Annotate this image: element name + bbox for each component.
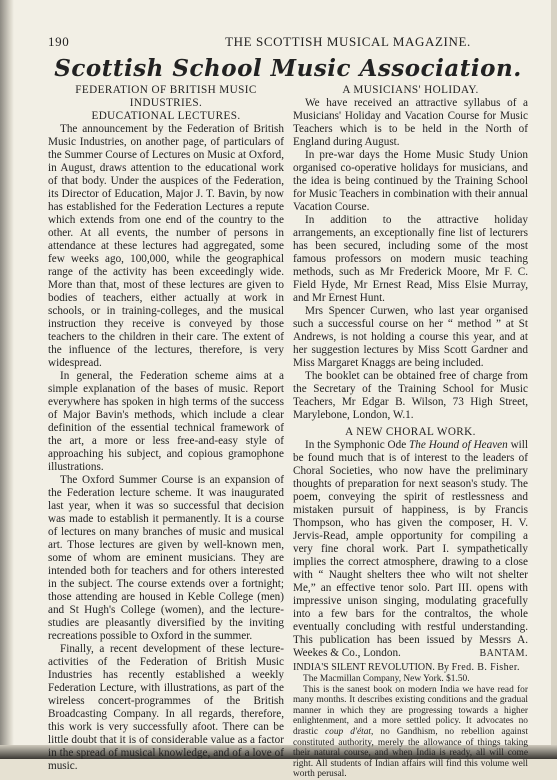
left-column xyxy=(48,84,284,773)
paragraph xyxy=(293,439,528,660)
paragraph: In pre-war days the Home Music Study Union organised co-operative holidays for musicians, and the idea is being continued by the Training School for Music Teachers in combination with their annual Vacation Course. xyxy=(293,149,528,213)
paragraph: Mrs Spencer Curwen, who last year organised such a successful course on her “ method ” at St Andrews, is not holding a course this year, and at her suggestion lectures by Miss Scott Gardner and Miss Margaret Knaggs are being included. xyxy=(293,305,528,369)
review-body xyxy=(293,685,528,780)
text-run: In the Symphonic Ode xyxy=(305,439,410,451)
paragraph: The Oxford Summer Course is an expansion of the Federation lecture scheme. It was inaugurated last year, when it was so successful that decision was made to establish it permanently. It is a course of lectures on many branches of music and musical art. Those lectures are given by well-known men, some of whom are eminent musicians. They are intended both for teachers and for others interested in the subject. The course extends over a fortnight; those attending are housed in Keble College (men) and St Hugh's College (women), and the lecture-studies are pleasantly diversified by the inviting recreations possible to Oxford in the summer. xyxy=(48,474,284,642)
right-column xyxy=(293,84,528,780)
choral-heading: A NEW CHORAL WORK. xyxy=(345,426,476,438)
holiday-heading: A MUSICIANS' HOLIDAY. xyxy=(342,84,479,96)
binding-shadow xyxy=(0,0,14,759)
italic-phrase: coup d'état xyxy=(325,726,372,737)
paragraph: In general, the Federation scheme aims at a simple explanation of the bases of music. Report everywhere has spoken in high terms of the success of Major Bavin's methods, which include a clear definition of the essential technical framework of the art, a more or less free-and-easy style of approaching his subject, and copious gramophone illustrations. xyxy=(48,370,284,473)
book-review xyxy=(293,662,528,780)
work-title: The Hound of Heaven xyxy=(409,439,508,451)
review-title: INDIA'S SILENT REVOLUTION. xyxy=(293,662,435,673)
review-heading xyxy=(293,662,528,674)
running-title: THE SCOTTISH MUSICAL MAGAZINE. xyxy=(225,34,471,49)
paragraph: In addition to the attractive holiday arrangements, an exceptionally fine list of lecturers has been secured, including some of the most famous professors on modern music teaching methods, such as Mr Frederick Moore, Mr F. C. Field Hyde, Mr Ernest Read, Miss Elsie Murray, and Mr Ernest Hunt. xyxy=(293,214,528,304)
paragraph: The announcement by the Federation of British Music Industries, on another page, of particulars of the Summer Course of Lectures on Music at Oxford, in August, draws attention to the educational work of that body. Under the auspices of the Federation, its Director of Education, Major J. T. Bavin, by now has established for the Federation Lectures a repute which extends from one end of the country to the other. At all events, the number of persons in attendance at these lectures had aggregated, some few weeks ago, 100,000, while the geographical range of the activity has been exceedingly wide. More than that, most of these lectures are given to bodies of teachers, either actually at work in schools, or in training-colleges, and the musical instruction they receive is conveyed by those teachers to the children in their care. The extent of the influence of the lectures, therefore, is very widespread. xyxy=(48,123,284,369)
paragraph: We have received an attractive syllabus of a Musicians' Holiday and Vacation Course for Music Teachers which is to be held in the North of England during August. xyxy=(293,97,528,148)
federation-heading: FEDERATION OF BRITISH MUSIC INDUSTRIES. xyxy=(75,84,257,109)
page-edge xyxy=(551,0,557,759)
review-author: Fred. B. Fisher. xyxy=(451,662,520,673)
text-run: , no Gandhism, no rebellion against constituted authority, merely the allowance of things taking their natural course, and when India is ready, all will come right. All students of Indian affairs will find this volume well worth perusal. xyxy=(293,726,528,780)
page-number: 190 xyxy=(48,34,70,49)
text-run: will be found much that is of interest to the leaders of Choral Societies, who now have the preliminary thoughts of preparation for next season's study. The poem, conveying the spirit of restlessness and mistaken pursuit of happiness, is by Francis Thompson, who has given the composer, H. V. Jervis-Read, ample opportunity for compiling a very fine choral work. Part I. sympathetically implies the correct atmosphere, drawing to a close with “ Naught shelters thee who wilt not shelter Me,” an effective tenor solo. Part III. opens with impressive unison singing, modulating gracefully into a few bars for the contraltos, the whole eventually concluding with restful understanding. This publication has been issued by Messrs A. Weekes & Co., London. xyxy=(293,439,528,659)
paragraph: Finally, a recent development of these lecture-activities of the Federation of British Music Industries has recently established a weekly Federation Lecture, with illustrations, as part of the wireless concert-programmes of the British Broadcasting Company. In all regards, therefore, this work is very successfully afoot. There can be little doubt that it is of considerable value as a factor in the spread of musical knowledge, and of a love of music. xyxy=(48,643,284,772)
lectures-heading: EDUCATIONAL LECTURES. xyxy=(91,110,241,122)
text-run: This is the sanest book on modern India we have read for many months. It describes existing conditions and the gradual manner in which they are progressing towards a higher enlightenment, and a more settled policy. It advocates no drastic xyxy=(293,684,528,737)
review-publisher: The Macmillan Company, New York. $1.50. xyxy=(303,674,470,684)
review-by: By xyxy=(437,662,450,673)
author-signature: BANTAM. xyxy=(479,648,528,659)
running-header xyxy=(48,34,537,50)
section-banner: Scottish School Music Association. xyxy=(54,55,522,82)
paragraph: The booklet can be obtained free of charge from the Secretary of the Training School for Music Teachers, Mr Edgar B. Wilson, 73 High Street, Marylebone, London, W.1. xyxy=(293,370,528,421)
